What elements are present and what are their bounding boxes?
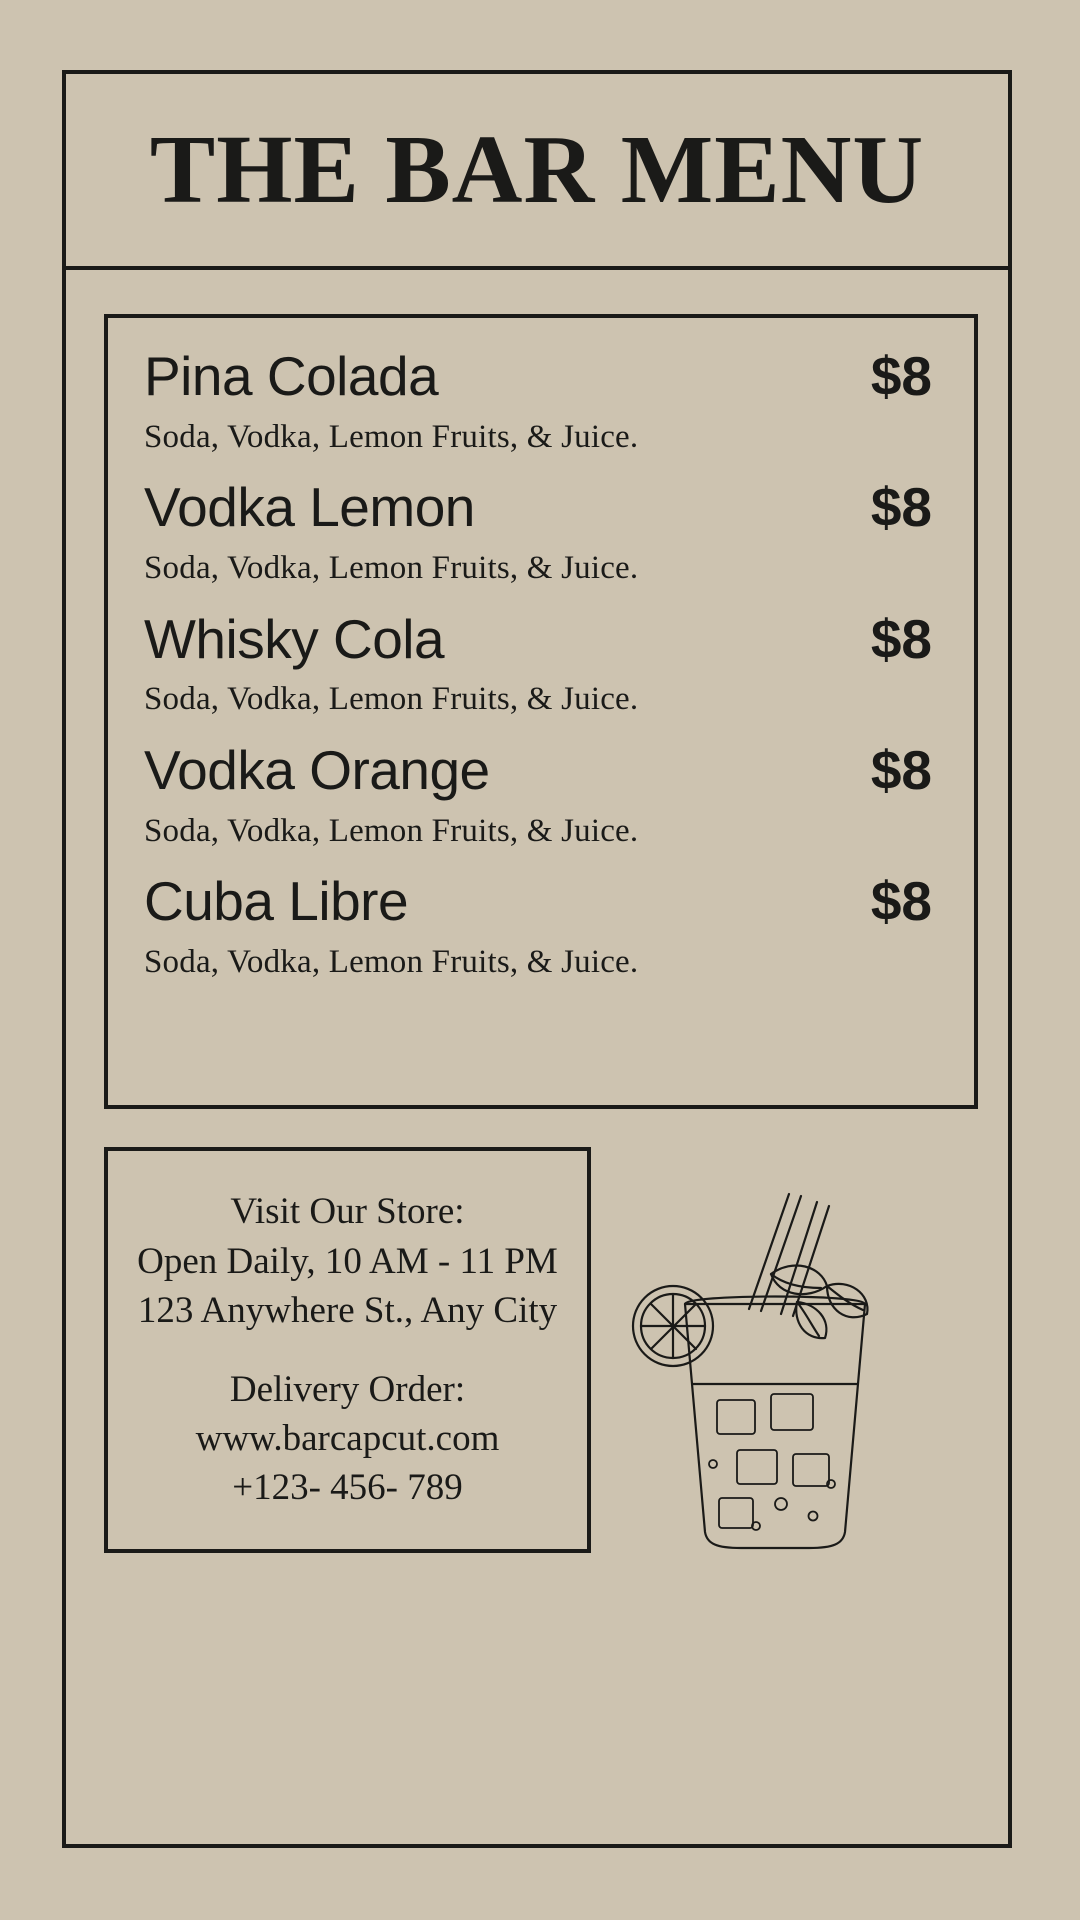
store-hours: Open Daily, 10 AM - 11 PM (137, 1240, 558, 1282)
menu-item-description: Soda, Vodka, Lemon Fruits, & Juice. (144, 944, 639, 981)
menu-item-row (144, 870, 938, 933)
menu-item-row (144, 607, 938, 670)
menu-item-price: $8 (870, 607, 932, 670)
menu-item-name: Cuba Libre (144, 870, 409, 933)
lime-wheel-icon (633, 1286, 713, 1366)
menu-item-name: Vodka Orange (144, 739, 490, 802)
menu-item-price: $8 (870, 345, 932, 407)
poster-outer-frame (62, 70, 1012, 1848)
menu-item-row (144, 476, 938, 539)
menu-item-name: Pina Colada (144, 345, 439, 407)
delivery-phone[interactable]: +123- 456- 789 (232, 1467, 463, 1509)
list-item (144, 739, 938, 851)
store-address: 123 Anywhere St., Any City (137, 1289, 558, 1331)
menu-item-price: $8 (870, 870, 932, 933)
list-item (144, 476, 938, 588)
page-title: THE BAR MENU (149, 116, 925, 224)
menu-item-description: Soda, Vodka, Lemon Fruits, & Juice. (144, 418, 639, 455)
menu-item-row (144, 345, 938, 407)
menu-item-name: Whisky Cola (144, 607, 445, 670)
delivery-heading: Delivery Order: (229, 1369, 466, 1410)
cocktail-glass-illustration (621, 1154, 891, 1554)
store-info-box (104, 1147, 591, 1553)
store-heading: Visit Our Store: (230, 1191, 465, 1233)
ice-cubes-icon (709, 1394, 835, 1530)
list-item (144, 345, 938, 457)
menu-item-description: Soda, Vodka, Lemon Fruits, & Juice. (144, 550, 639, 587)
list-item (144, 607, 938, 720)
menu-item-row (144, 739, 938, 802)
menu-item-description: Soda, Vodka, Lemon Fruits, & Juice. (144, 681, 639, 718)
title-band (66, 74, 1008, 270)
menu-item-price: $8 (870, 739, 932, 802)
menu-list (104, 314, 978, 1109)
menu-item-name: Vodka Lemon (144, 476, 475, 539)
menu-item-description: Soda, Vodka, Lemon Fruits, & Juice. (144, 812, 639, 849)
list-item (144, 870, 938, 982)
menu-item-price: $8 (870, 476, 932, 539)
delivery-website[interactable]: www.barcapcut.com (195, 1418, 500, 1460)
